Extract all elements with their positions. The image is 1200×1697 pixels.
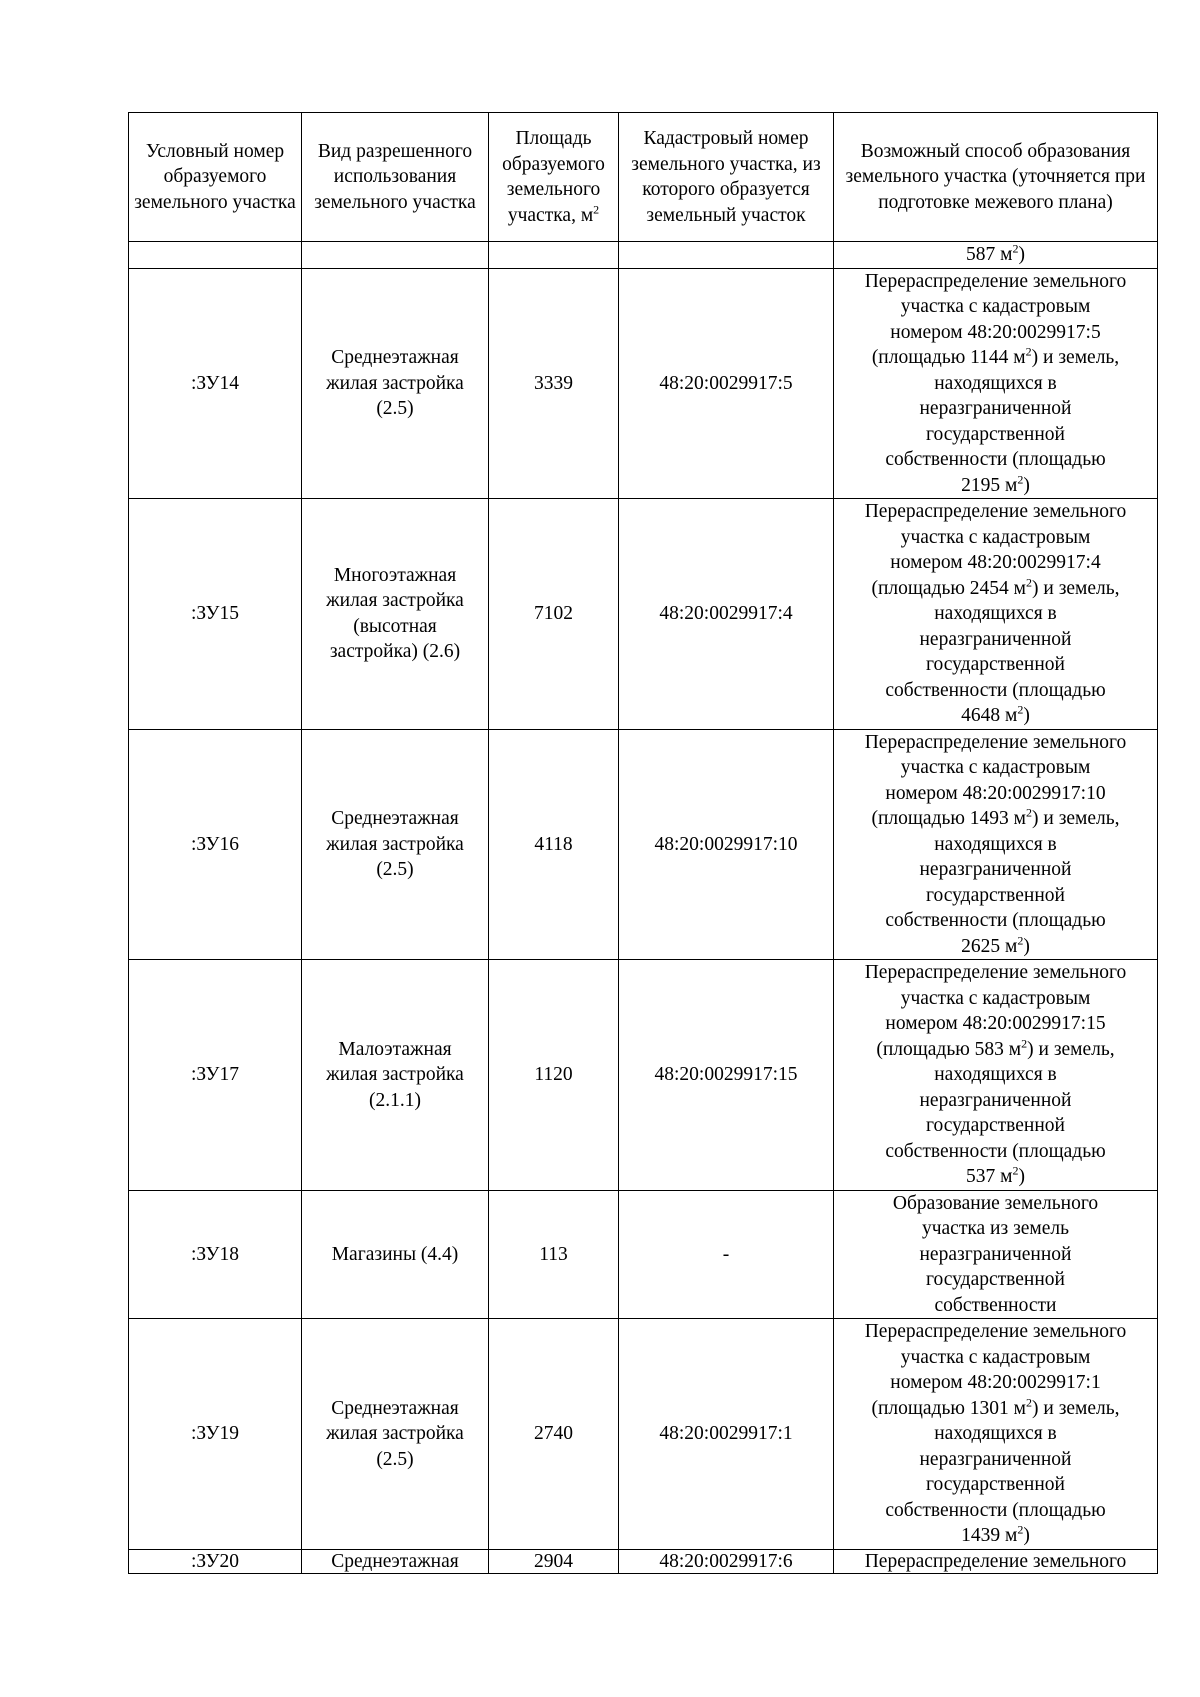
- method-text: ): [1018, 1166, 1025, 1187]
- permitted-use-cell: Среднеэтажная жилая застройка (2.5): [302, 729, 489, 960]
- cadastral-number-cell: 48:20:0029917:15: [619, 960, 834, 1191]
- permitted-use-cell: Среднеэтажная жилая застройка (2.5): [302, 1319, 489, 1550]
- unit-sup: 2: [1012, 241, 1019, 256]
- cadastral-number-cell: -: [619, 1190, 834, 1319]
- permitted-use-cell: Многоэтажная жилая застройка (высотная застройка) (2.6): [302, 499, 489, 730]
- formation-method-cell: [834, 1319, 1158, 1550]
- method-text: ): [1023, 474, 1030, 496]
- area-cell: 7102: [489, 499, 619, 730]
- method-text: ) и земель, находящихся в неразграниченной государственной собственности (площадью 1439 м: [885, 1397, 1120, 1546]
- plot-number-cell: :ЗУ15: [129, 499, 302, 730]
- area-cell: 2904: [489, 1549, 619, 1573]
- formation-method-cell: [834, 960, 1158, 1191]
- table-row: [129, 960, 1158, 1191]
- continuation-row: [129, 242, 1158, 269]
- unit-sup: 2: [1017, 933, 1024, 947]
- unit-sup: 2: [1017, 702, 1024, 717]
- permitted-use-cell: Малоэтажная жилая застройка (2.1.1): [302, 960, 489, 1191]
- cadastral-number-cell: 48:20:0029917:5: [619, 268, 834, 499]
- formation-method-cell: [834, 242, 1158, 269]
- table-cell: [129, 242, 302, 269]
- area-cell: 2740: [489, 1319, 619, 1550]
- table-row: [129, 729, 1158, 960]
- unit-sup: 2: [1026, 575, 1033, 589]
- table-cell: [302, 242, 489, 269]
- table-row: [129, 1190, 1158, 1319]
- table-cell: [619, 242, 834, 269]
- header-formation-method: Возможный способ образования земельного участка (уточняется при подготовке межевого плана): [834, 113, 1158, 242]
- method-text: Перераспределение земельного участка с кадастровым номером 48:20:0029917:15 (площадью 583 м: [864, 962, 1127, 1060]
- formation-method-cell: Образование земельного участка из земель неразграниченной государственной собственности: [834, 1190, 1158, 1319]
- method-text: ): [1023, 1525, 1030, 1546]
- unit-sup: 2: [1026, 1395, 1033, 1409]
- plot-number-cell: :ЗУ20: [129, 1549, 302, 1573]
- method-text: ): [1023, 705, 1030, 726]
- formation-method-cell: [834, 268, 1158, 499]
- area-cell: 4118: [489, 729, 619, 960]
- cadastral-number-cell: 48:20:0029917:10: [619, 729, 834, 960]
- method-text: 587 м: [966, 244, 1013, 265]
- method-text: ): [1018, 244, 1025, 265]
- table-cell: [489, 242, 619, 269]
- method-text: ) и земель, находящихся в неразграниченной государственной собственности (площадью 4648 м: [885, 577, 1120, 726]
- plot-number-cell: :ЗУ16: [129, 729, 302, 960]
- cadastral-number-cell: 48:20:0029917:6: [619, 1549, 834, 1573]
- plot-number-cell: :ЗУ14: [129, 268, 302, 499]
- formation-method-cell: [834, 729, 1158, 960]
- method-text: ) и земель, находящихся в неразграниченной государственной собственности (площадью 2195 м: [885, 347, 1120, 496]
- header-area-unit-sup: 2: [593, 202, 600, 216]
- method-text: Перераспределение земельного участка с кадастровым номером 48:20:0029917:1 (площадью 1301 м: [864, 1321, 1127, 1419]
- area-cell: 1120: [489, 960, 619, 1191]
- table-row: [129, 1549, 1158, 1573]
- plot-number-cell: :ЗУ18: [129, 1190, 302, 1319]
- method-text: ) и земель, находящихся в неразграниченной государственной собственности (площадью 537 м: [885, 1038, 1115, 1187]
- land-plots-table: [128, 112, 1158, 1574]
- plot-number-cell: :ЗУ17: [129, 960, 302, 1191]
- header-area-label: Площадь образуемого земельного участка, м: [502, 128, 605, 226]
- method-text: Перераспределение земельного участка с кадастровым номером 48:20:0029917:4 (площадью 2454 м: [864, 501, 1127, 599]
- formation-method-cell: [834, 499, 1158, 730]
- cadastral-number-cell: 48:20:0029917:4: [619, 499, 834, 730]
- formation-method-cell: Перераспределение земельного: [834, 1549, 1158, 1573]
- header-permitted-use: Вид разрешенного использования земельного участка: [302, 113, 489, 242]
- unit-sup: 2: [1017, 1522, 1024, 1537]
- permitted-use-cell: Магазины (4.4): [302, 1190, 489, 1319]
- area-cell: 3339: [489, 268, 619, 499]
- method-text: ): [1023, 935, 1030, 957]
- plot-number-cell: :ЗУ19: [129, 1319, 302, 1550]
- unit-sup: 2: [1025, 344, 1032, 359]
- permitted-use-cell: Среднеэтажная жилая застройка (2.5): [302, 268, 489, 499]
- table-row: [129, 268, 1158, 499]
- cadastral-number-cell: 48:20:0029917:1: [619, 1319, 834, 1550]
- method-text: Перераспределение земельного участка с кадастровым номером 48:20:0029917:10 (площадью 1493 м: [864, 731, 1127, 829]
- unit-sup: 2: [1021, 1036, 1028, 1050]
- unit-sup: 2: [1012, 1163, 1019, 1178]
- unit-sup: 2: [1026, 805, 1033, 820]
- table-row: [129, 499, 1158, 730]
- method-text: Перераспределение земельного участка с кадастровым номером 48:20:0029917:5 (площадью 1144 м: [864, 270, 1127, 368]
- permitted-use-cell: Среднеэтажная: [302, 1549, 489, 1573]
- unit-sup: 2: [1017, 472, 1024, 486]
- header-plot-number: Условный номер образуемого земельного участка: [129, 113, 302, 242]
- header-source-cadastral: Кадастровый номер земельного участка, из которого образуется земельный участок: [619, 113, 834, 242]
- method-text: ) и земель, находящихся в неразграниченной государственной собственности (площадью 2625 м: [885, 808, 1120, 957]
- table-header-row: [129, 113, 1158, 242]
- table-row: [129, 1319, 1158, 1550]
- header-area: [489, 113, 619, 242]
- area-cell: 113: [489, 1190, 619, 1319]
